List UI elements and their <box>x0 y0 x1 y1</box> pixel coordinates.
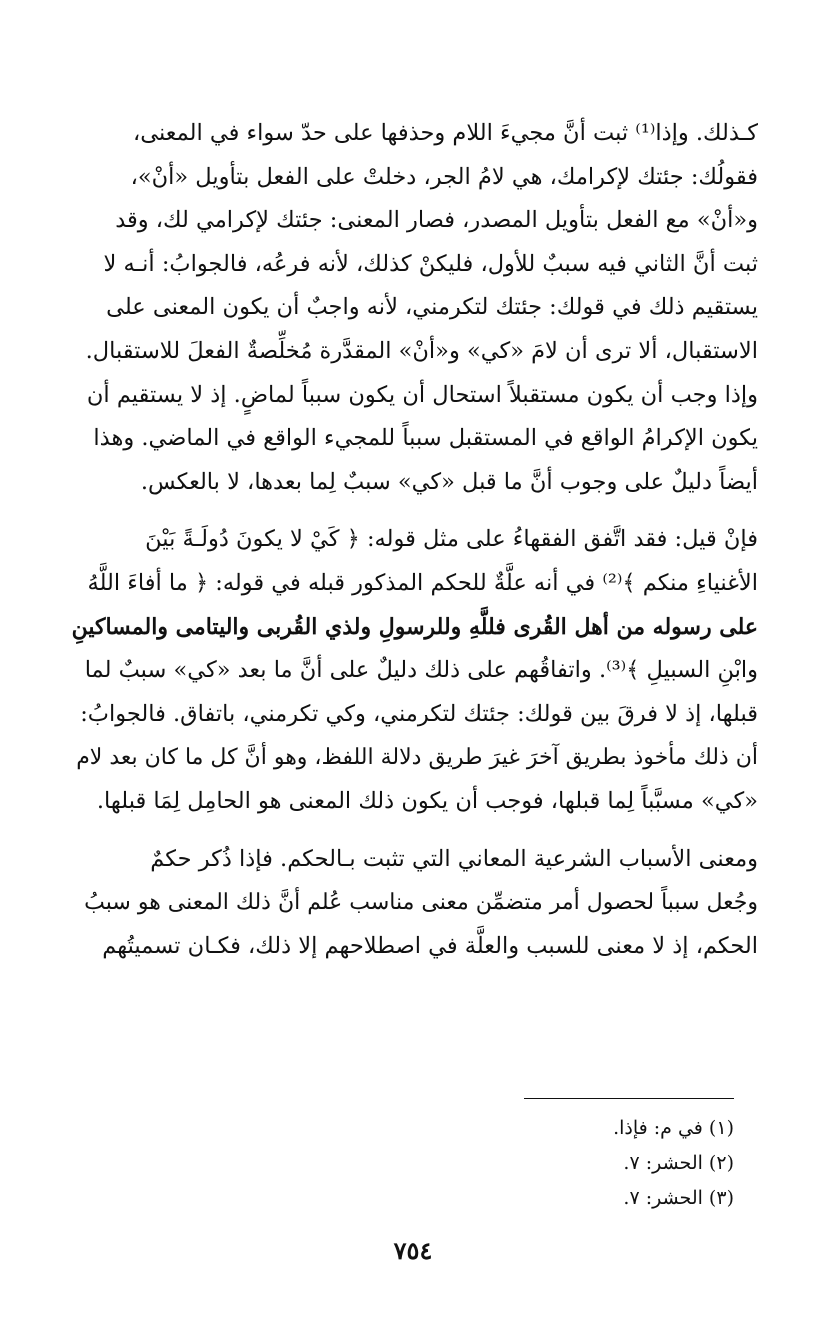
text-line: ومعنى الأسباب الشرعية المعاني التي تثبت بـالحكم. فإذا ذُكر حكمٌ <box>150 845 758 872</box>
text-line: أيضاً دليلٌ على وجوب أنَّ ما قبل «كي» سببٌ لِما بعدها، لا بالعكس. <box>140 468 758 495</box>
text-line: قبلها، إذ لا فرقَ بين قولك: جئتك لتكرمني، وكي تكرمني، باتفاق. فالجوابُ: <box>80 700 758 727</box>
text-line: الحكم، إذ لا معنى للسبب والعلَّة في اصطلاحهم إلا ذلك، فكـان تسميتُهم <box>102 932 758 959</box>
page-body <box>70 112 758 968</box>
text-line: وجُعل سبباً لحصول أمر متضمِّن معنى مناسب عُلم أنَّ ذلك المعنى هو سببُ <box>84 890 758 916</box>
text-line: كـذلك. وإذا⁽¹⁾ ثبت أنَّ مجيءَ اللام وحذفها على حدّ سواء في المعنى، <box>132 120 758 146</box>
footnotes <box>524 1098 734 1216</box>
footnote: (١) في م: فإذا. <box>613 1117 734 1139</box>
text-line: الاستقبال، ألا ترى أن لامَ «كي» و«أنْ» المقدَّرة مُخلِّصةٌ الفعلَ للاستقبال. <box>85 337 758 364</box>
text-line: الأغنياءِ منكم ﴾⁽²⁾ في أنه علَّةٌ للحكم المذكور قبله في قوله: ﴿ ما أفاءَ اللَّهُ <box>87 569 758 596</box>
paragraph <box>70 518 758 823</box>
paragraph <box>70 112 758 504</box>
quran-verse-line: على رسوله من أهل القُرى فللَّهِ وللرسولِ ولذي القُربى واليتامى والمساكينِ <box>71 613 758 640</box>
footnote: (٢) الحشر: ٧. <box>623 1152 734 1174</box>
paragraph <box>70 838 758 969</box>
text-line: و«أنْ» مع الفعل بتأويل المصدر، فصار المعنى: جئتك لإكرامي لك، وقد <box>115 207 758 234</box>
text-line: فقولُك: جئتك لإكرامك، هي لامُ الجر، دخلتْ على الفعل بتأويل «أنْ»، <box>130 163 758 190</box>
text-line: يكون الإكرامُ الواقع في المستقبل سبباً للمجيء الواقع في الماضي. وهذا <box>93 425 758 452</box>
text-line: ثبت أنَّ الثاني فيه سببٌ للأول، فليكنْ كذلك، لأنه فرعُه، فالجوابُ: أنـه لا <box>103 250 758 277</box>
text-line: وإذا وجب أن يكون مستقبلاً استحال أن يكون سبباً لماضٍ. إذ لا يستقيم أن <box>86 381 758 408</box>
page-number: ٧٥٤ <box>393 1236 433 1265</box>
text-line: فإنْ قيل: فقد اتَّفق الفقهاءُ على مثل قوله: ﴿ كَيْ لا يكونَ دُولَـةً بَيْنَ <box>145 526 758 553</box>
text-line: «كي» مسبَّباً لِما قبلها، فوجب أن يكون ذلك المعنى هو الحامِل لِمَا قبلها. <box>96 787 758 814</box>
text-line: أن ذلك مأخوذ بطريق آخرَ غيرَ طريق دلالة اللفظ، وهو أنَّ كل ما كان بعد لام <box>76 745 758 771</box>
text-line: يستقيم ذلك في قولك: جئتك لتكرمني، لأنه واجبٌ أن يكون المعنى على <box>106 294 758 321</box>
footnote: (٣) الحشر: ٧. <box>623 1187 734 1209</box>
text-line: وابْنِ السبيلِ ﴾⁽³⁾. واتفاقُهم على ذلك دليلٌ على أنَّ ما بعد «كي» سببٌ لما <box>84 657 758 684</box>
